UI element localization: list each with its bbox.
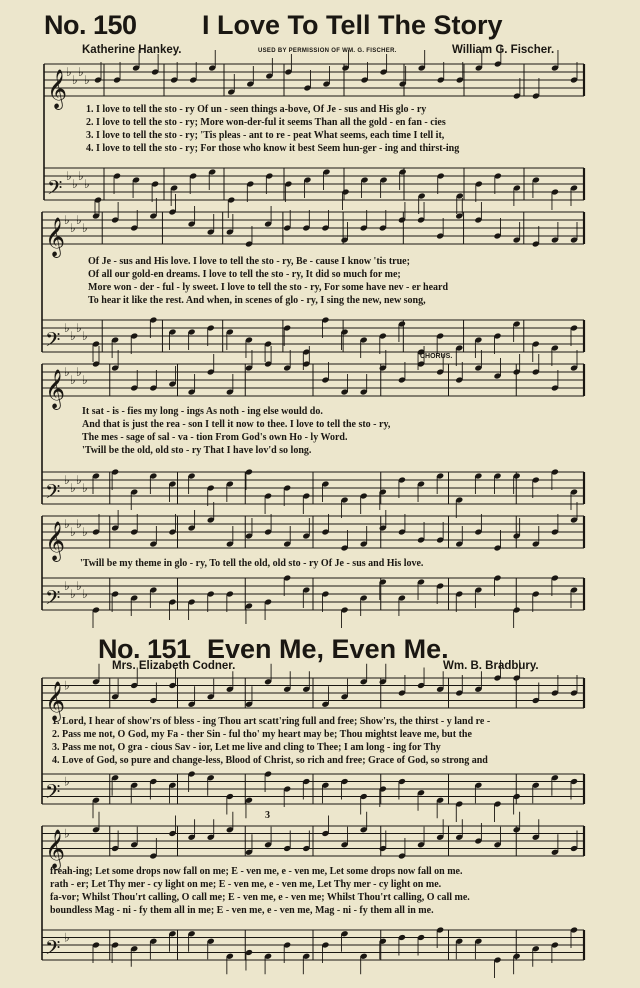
verse-line: It sat - is - fies my long - ings As noth - ing else would do.	[82, 406, 323, 417]
hymn-number: No. 151	[98, 634, 191, 664]
verse-line: 3. Pass me not, O gra - cious Sav - ior, Let me live and cling to Thee; I am long - ing for Thy	[52, 742, 441, 753]
flat-sign: ♭	[76, 579, 82, 593]
composer: William G. Fischer.	[452, 44, 555, 56]
flat-sign: ♭	[70, 525, 76, 539]
flat-sign: ♭	[64, 930, 70, 945]
bass-clef: 𝄢	[47, 176, 63, 204]
flat-sign: ♭	[76, 213, 82, 227]
verse-line: More won - der - ful - ly sweet. I love to tell the sto - ry, For some have nev - er heard	[88, 282, 449, 293]
flat-sign: ♭	[70, 329, 76, 343]
flat-sign: ♭	[76, 473, 82, 487]
flat-sign: ♭	[66, 65, 72, 79]
hymn-number: No. 150	[44, 10, 137, 40]
flat-sign: ♭	[84, 177, 90, 191]
treble-clef: 𝄞	[47, 69, 68, 109]
verse-line: To hear it like the rest. And when, in scenes of glo - ry, I sing the new, new song,	[88, 295, 426, 306]
bass-clef: 𝄢	[45, 328, 61, 356]
flat-sign: ♭	[66, 169, 72, 183]
verse-line: 2. Pass me not, O God, my Fa - ther Sin - ful tho' my heart may be; Thou mightst leave me, but the	[52, 729, 472, 740]
flat-sign: ♭	[64, 517, 70, 531]
flat-sign: ♭	[78, 169, 84, 183]
flat-sign: ♭	[82, 587, 88, 601]
flat-sign: ♭	[64, 321, 70, 335]
flat-sign: ♭	[82, 525, 88, 539]
verse-line: Of Je - sus and His love. I love to tell the sto - ry, Be - cause I know 'tis true;	[88, 256, 410, 267]
flat-sign: ♭	[76, 517, 82, 531]
verse-line: freah-ing; Let some drops now fall on me; E - ven me, e - ven me, Let some drops now fall on me.	[50, 866, 463, 877]
verse-line: fa-vor; Whilst Thou'rt calling, O call me; E - ven me, e - ven me; Whilst Thou'rt calling, O call me.	[50, 892, 470, 903]
lyricist: Mrs. Elizabeth Codner.	[112, 660, 236, 672]
flat-sign: ♭	[64, 365, 70, 379]
flat-sign: ♭	[64, 213, 70, 227]
verse-line: 1. I love to tell the sto - ry Of un - seen things a-bove, Of Je - sus and His glo - ry	[86, 104, 427, 115]
flat-sign: ♭	[70, 481, 76, 495]
verse-line: The mes - sage of sal - va - tion From God's own Ho - ly Word.	[82, 432, 348, 443]
flat-sign: ♭	[82, 373, 88, 387]
treble-clef: 𝄞	[45, 681, 66, 721]
flat-sign: ♭	[64, 579, 70, 593]
verse-line: And that is just the rea - son I tell it now to thee. I love to tell the sto - ry,	[82, 419, 391, 430]
flat-sign: ♭	[64, 473, 70, 487]
lyricist: Katherine Hankey.	[82, 44, 182, 56]
verse-line: boundless Mag - ni - fy them all in me; E - ven me, e - ven me, Mag - ni - fy them all in me.	[50, 905, 434, 916]
flat-sign: ♭	[82, 329, 88, 343]
bass-clef: 𝄢	[45, 480, 61, 508]
flat-sign: ♭	[64, 774, 70, 789]
hymn-title: I Love To Tell The Story	[202, 10, 503, 40]
measure-number: 3	[265, 810, 270, 821]
treble-clef: 𝄞	[45, 521, 66, 561]
flat-sign: ♭	[64, 826, 70, 841]
verse-line: 4. I love to tell the sto - ry; For those who know it best Seem hun-ger - ing and thirst-ing	[86, 143, 460, 154]
bass-clef: 𝄢	[45, 936, 61, 964]
flat-sign: ♭	[84, 73, 90, 87]
verse-line: Of all our gold-en dreams. I love to tell the sto - ry, It did so much for me;	[88, 269, 401, 280]
flat-sign: ♭	[78, 65, 84, 79]
flat-sign: ♭	[82, 481, 88, 495]
flat-sign: ♭	[70, 373, 76, 387]
flat-sign: ♭	[72, 177, 78, 191]
flat-sign: ♭	[70, 587, 76, 601]
chorus-label: CHORUS.	[420, 353, 453, 360]
verse-line: rath - er; Let Thy mer - cy light on me; E - ven me, e - ven me, Let Thy mer - cy light on me.	[50, 879, 442, 890]
composer: Wm. B. Bradbury.	[443, 660, 539, 672]
treble-clef: 𝄞	[45, 369, 66, 409]
treble-clef: 𝄞	[45, 829, 66, 869]
flat-sign: ♭	[76, 321, 82, 335]
flat-sign: ♭	[76, 365, 82, 379]
flat-sign: ♭	[70, 221, 76, 235]
hymn-title: Even Me, Even Me.	[207, 634, 449, 664]
bass-clef: 𝄢	[45, 780, 61, 808]
verse-line: 1. Lord, I hear of show'rs of bless - ing Thou art scatt'ring full and free; Show'rs, the thirst - y land re -	[52, 716, 491, 727]
flat-sign: ♭	[82, 221, 88, 235]
verse-line: 'Twill be my theme in glo - ry, To tell the old, old sto - ry Of Je - sus and His love.	[80, 558, 424, 569]
verse-line: 'Twill be the old, old sto - ry That I have lov'd so long.	[82, 445, 312, 456]
treble-clef: 𝄞	[45, 217, 66, 257]
verse-line: 3. I love to tell the sto - ry; 'Tis pleas - ant to re - peat What seems, each time I tell it,	[86, 130, 445, 141]
bass-clef: 𝄢	[45, 586, 61, 614]
flat-sign: ♭	[72, 73, 78, 87]
flat-sign: ♭	[64, 678, 70, 693]
permission-note: USED BY PERMISSION OF WM. G. FISCHER.	[258, 48, 397, 54]
verse-line: 2. I love to tell the sto - ry; More won-der-ful it seems Than all the gold - en fan - cies	[86, 117, 446, 128]
verse-line: 4. Love of God, so pure and change-less, Blood of Christ, so rich and free; Grace of God, so strong and	[52, 755, 488, 766]
